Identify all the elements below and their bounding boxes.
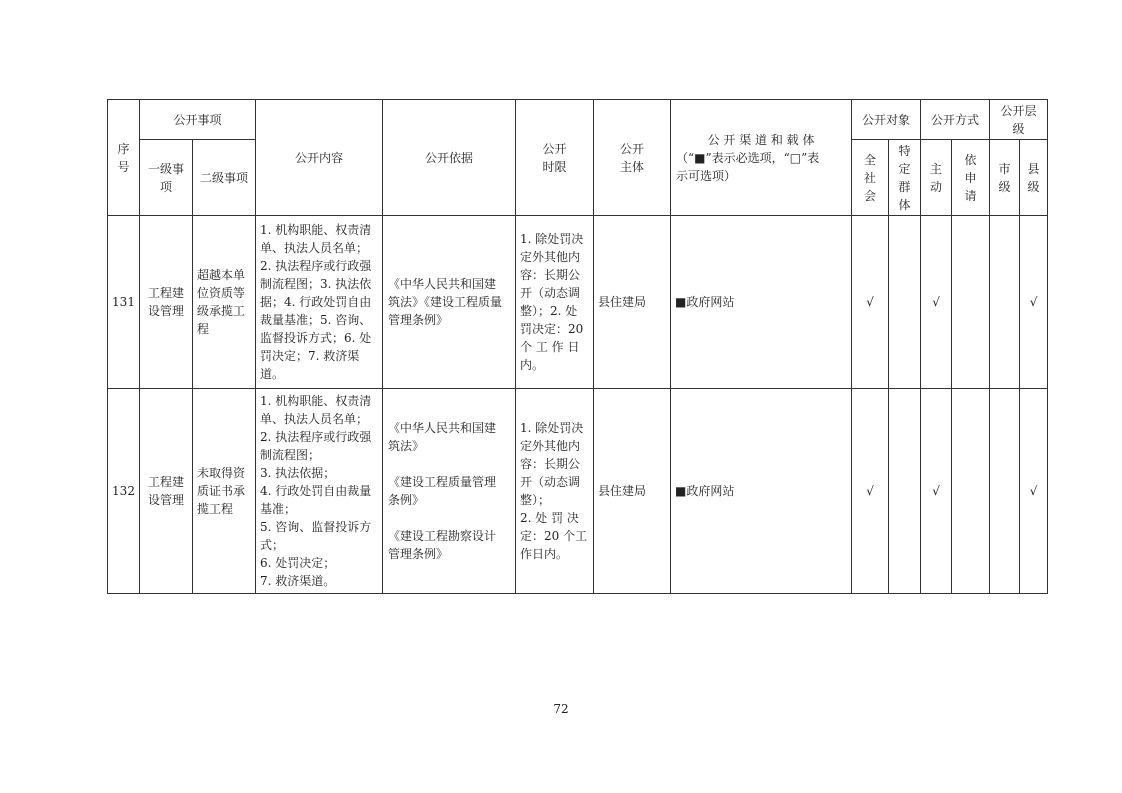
header-level2: 二级事项 xyxy=(193,140,256,216)
row-audience-specific-check xyxy=(889,389,921,594)
page-number: 72 xyxy=(553,702,569,716)
row-audience-all-check: √ xyxy=(852,216,889,389)
row-level2: 未取得资 质证书承 揽工程 xyxy=(193,389,256,594)
row-subject: 县住建局 xyxy=(594,389,671,594)
row-audience-all-check: √ xyxy=(852,389,889,594)
header-level1: 一级事 项 xyxy=(140,140,193,216)
row-content: 1. 机构职能、权责清 单、执法人员名单； 2. 执法程序或行政强 制流程图； 3. 执法依据； 4. 行政处罚自由裁量 基准； 5. 咨询、监督投诉方 式； 6. 处罚决定； 7. 救济渠道。 xyxy=(256,389,383,594)
row-level1: 工程建 设管理 xyxy=(140,389,193,594)
row-basis: 《中华人民共和国建 筑法》 《建设工程质量管理 条例》 《建设工程勘察设计 管理条例》 xyxy=(383,389,516,594)
row-audience-specific-check xyxy=(889,216,921,389)
header-audience-all: 全 社 会 xyxy=(852,140,889,216)
disclosure-table xyxy=(107,99,1048,594)
row-subject: 县住建局 xyxy=(594,216,671,389)
row-level2: 超越本单 位资质等 级承揽工 程 xyxy=(193,216,256,389)
header-basis: 公开依据 xyxy=(383,100,516,216)
header-method-apply: 依 申 请 xyxy=(952,140,990,216)
row-basis: 《中华人民共和国建 筑法》《建设工程质量 管理条例》 xyxy=(383,216,516,389)
row-method-active-check: √ xyxy=(921,216,952,389)
row-level-city-check xyxy=(990,389,1020,594)
row-level-county-check: √ xyxy=(1020,389,1048,594)
table-row xyxy=(108,389,1048,594)
header-level-city: 市 级 xyxy=(990,140,1020,216)
row-time-limit: 1. 除处罚决 定外其他内 容：长期公 开（动态调 整）；2. 处 罚决定：20 个 工 作 日 内。 xyxy=(516,216,594,389)
header-method: 公开方式 xyxy=(921,100,990,140)
header-channel: 公 开 渠 道 和 载 体 （“■”表示必选项，“□”表 示可选项） xyxy=(671,100,852,216)
row-time-limit: 1. 除处罚决 定外其他内 容：长期公 开（动态调 整）； 2. 处 罚 决 定：20 个工 作日内。 xyxy=(516,389,594,594)
row-method-active-check: √ xyxy=(921,389,952,594)
header-row-1 xyxy=(108,100,1048,140)
header-audience: 公开对象 xyxy=(852,100,921,140)
header-seq: 序 号 xyxy=(108,100,140,216)
header-level-county: 县 级 xyxy=(1020,140,1048,216)
header-audience-specific: 特 定 群 体 xyxy=(889,140,921,216)
row-content: 1. 机构职能、权责清 单、执法人员名单； 2. 执法程序或行政强 制流程图；3. 执法依 据；4. 行政处罚自由 裁量基准；5. 咨询、 监督投诉方式；6. 处 罚决定；7. 救济渠道。 xyxy=(256,216,383,389)
row-level1: 工程建 设管理 xyxy=(140,216,193,389)
table-row xyxy=(108,216,1048,389)
header-level: 公开层 级 xyxy=(990,100,1048,140)
row-seq: 131 xyxy=(108,216,140,389)
row-channel: ■政府网站 xyxy=(671,389,852,594)
header-time-limit: 公开 时限 xyxy=(516,100,594,216)
row-level-county-check: √ xyxy=(1020,216,1048,389)
row-method-apply-check xyxy=(952,216,990,389)
row-method-apply-check xyxy=(952,389,990,594)
header-subject: 公开 主体 xyxy=(594,100,671,216)
header-items-group: 公开事项 xyxy=(140,100,256,140)
header-method-active: 主 动 xyxy=(921,140,952,216)
row-level-city-check xyxy=(990,216,1020,389)
row-channel: ■政府网站 xyxy=(671,216,852,389)
header-content: 公开内容 xyxy=(256,100,383,216)
row-seq: 132 xyxy=(108,389,140,594)
